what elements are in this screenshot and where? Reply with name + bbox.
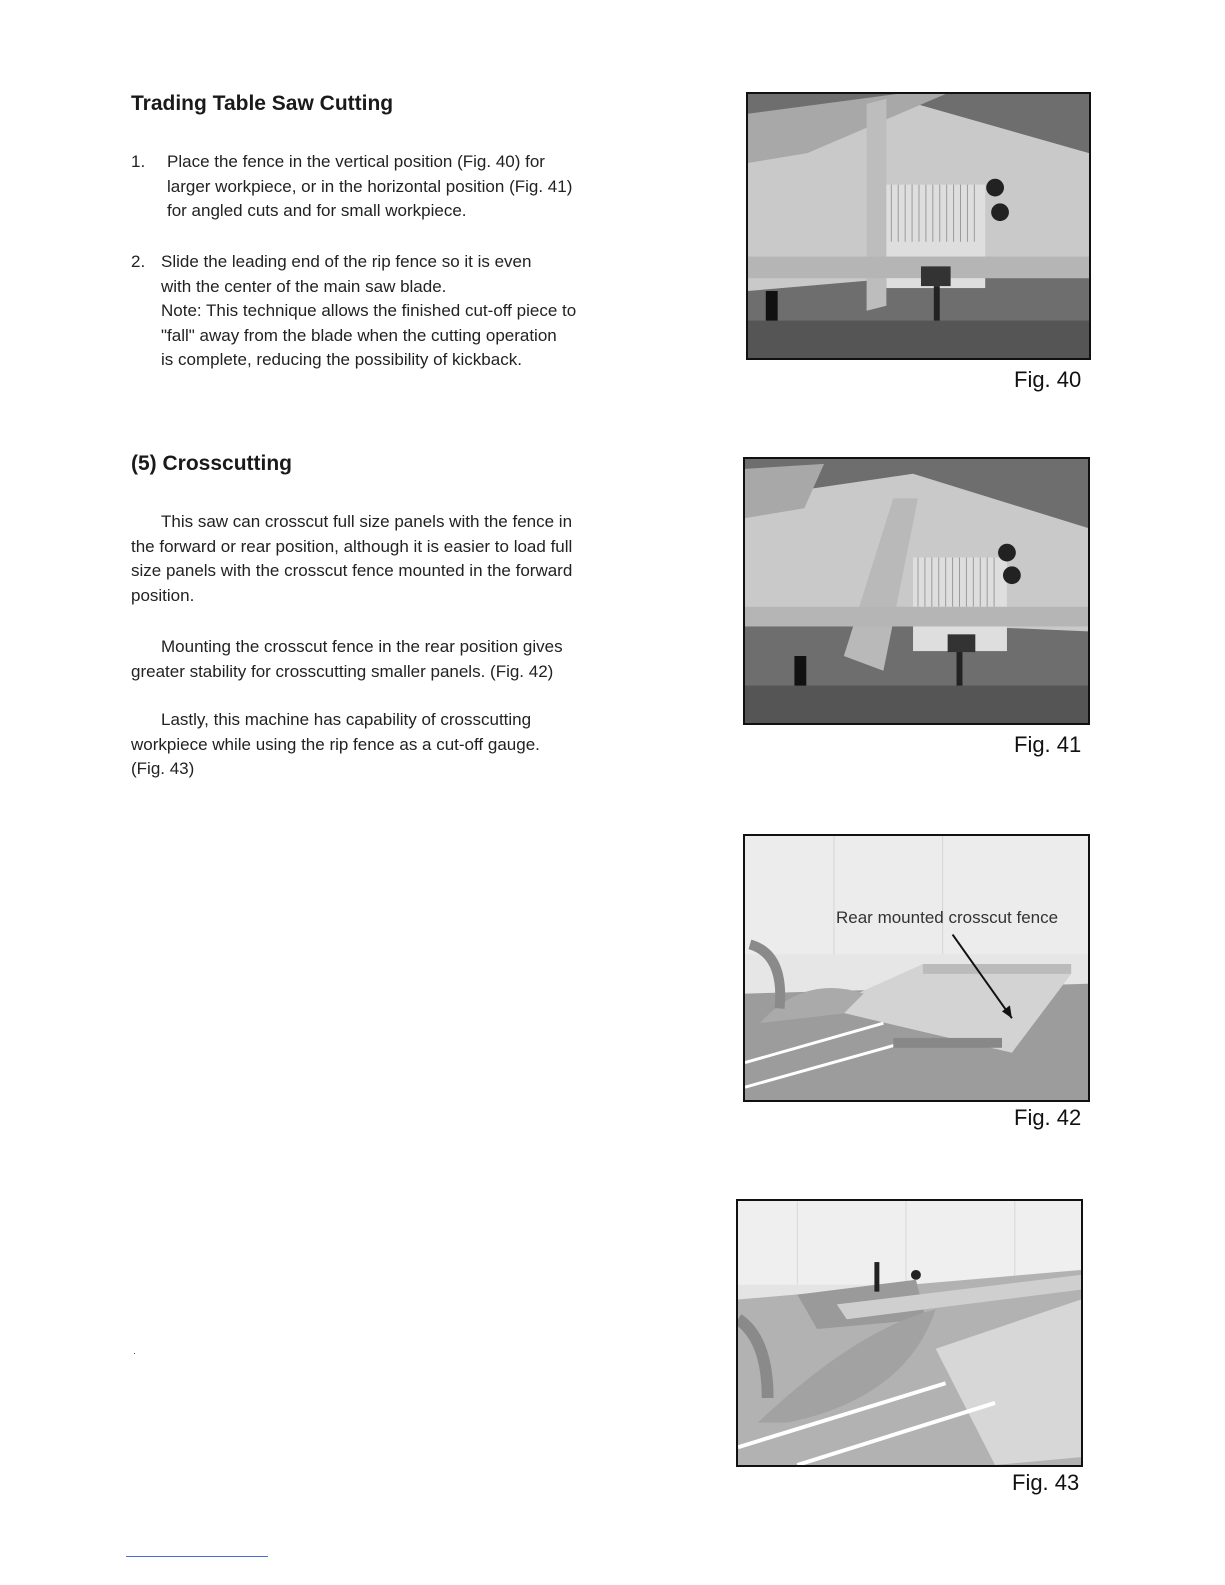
paragraph-crosscut-3 [131, 708, 651, 782]
step-1-line: for angled cuts and for small workpiece. [167, 201, 467, 220]
figure-43-caption: Fig. 43 [1012, 1470, 1080, 1495]
step-1-text [167, 150, 572, 224]
step-2-line: is complete, reducing the possibility of kickback. [161, 350, 522, 369]
step-2-line: Slide the leading end of the rip fence so it is even [161, 252, 532, 271]
figure-42-caption: Fig. 42 [1014, 1105, 1082, 1130]
figure-41-photo [743, 457, 1090, 725]
figure-40-caption: Fig. 40 [1014, 367, 1082, 392]
paragraph-line: greater stability for crosscutting smaller panels. (Fig. 42) [131, 661, 554, 681]
step-2-line: with the center of the main saw blade. [161, 276, 447, 296]
paragraph-line: workpiece while using the rip fence as a cut-off gauge. [131, 734, 540, 754]
figure-41-caption: Fig. 41 [1014, 732, 1082, 757]
section-heading-trading-table: Trading Table Saw Cutting [131, 92, 394, 115]
paragraph-line: This saw can crosscut full size panels with the fence in [161, 512, 573, 531]
step-2 [131, 250, 651, 380]
step-1-line: larger workpiece, or in the horizontal position (Fig. 41) [167, 176, 573, 196]
paragraph-line: position. [131, 585, 195, 605]
paragraph-line: Lastly, this machine has capability of crosscutting [161, 710, 532, 729]
step-2-number: 2. [131, 252, 146, 271]
figure-42-photo [743, 834, 1090, 1102]
figure-43-photo [736, 1199, 1083, 1467]
step-2-line: "fall" away from the blade when the cutting operation [161, 325, 557, 345]
section-heading-crosscutting: (5) Crosscutting [131, 452, 293, 475]
step-2-text [161, 250, 576, 373]
step-1-line: Place the fence in the vertical position (Fig. 40) for [167, 152, 545, 171]
step-1-number: 1. [131, 152, 146, 171]
paragraph-line: Mounting the crosscut fence in the rear position gives [161, 637, 563, 656]
stray-dot [134, 1353, 135, 1354]
paragraph-crosscut-2 [131, 635, 651, 684]
step-2-line: Note: This technique allows the finished cut-off piece to [161, 301, 577, 320]
paragraph-line: the forward or rear position, although it is easier to load full [131, 536, 573, 556]
figure-42-annotation: Rear mounted crosscut fence [836, 908, 1059, 927]
paragraph-line: (Fig. 43) [131, 759, 195, 778]
bottom-rule [126, 1556, 268, 1557]
paragraph-line: size panels with the crosscut fence mounted in the forward [131, 561, 573, 580]
figure-40-photo [746, 92, 1091, 360]
step-1 [131, 150, 651, 230]
paragraph-crosscut-1 [131, 510, 651, 608]
